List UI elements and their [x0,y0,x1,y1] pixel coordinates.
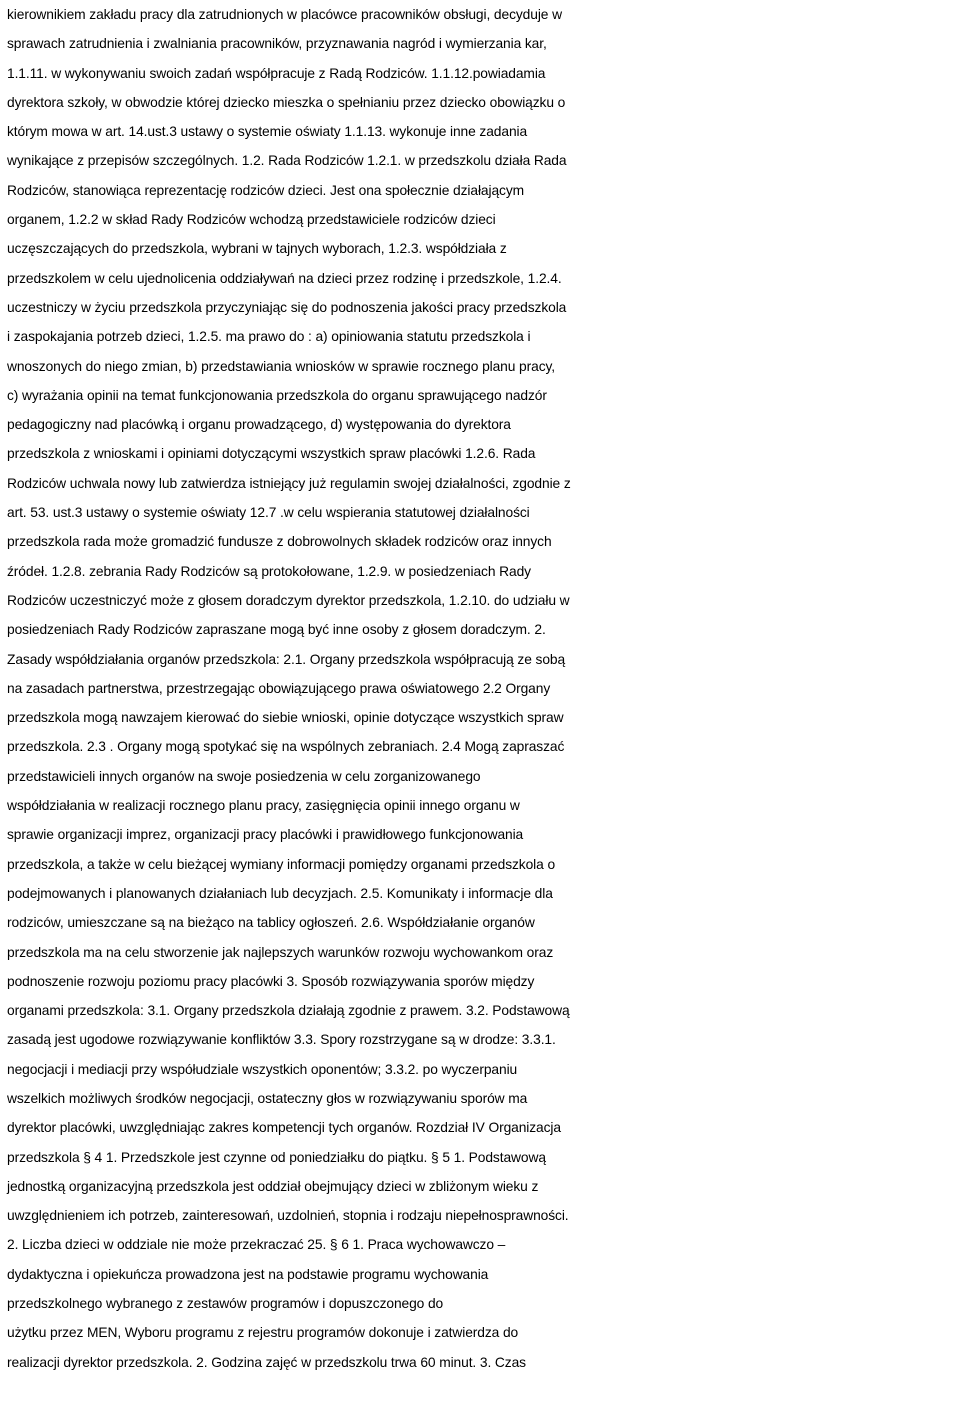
text-line: przedszkolem w celu ujednolicenia oddziaływań na dzieci przez rodzinę i przedszkole, 1.2.4. [7,270,562,286]
text-line: wynikające z przepisów szczególnych. 1.2. Rada Rodziców 1.2.1. w przedszkolu działa Rada [7,153,567,169]
text-line: Rodziców uchwala nowy lub zatwierdza istniejący już regulamin swojej działalności, zgodnie z [7,475,571,491]
text-line: 1.1.11. w wykonywaniu swoich zadań współpracuje z Radą Rodziców. 1.1.12.powiadamia [7,65,546,81]
text-line: c) wyrażania opinii na temat funkcjonowania przedszkola do organu sprawującego nadzór [7,387,547,403]
text-line: realizacji dyrektor przedszkola. 2. Godzina zajęć w przedszkolu trwa 60 minut. 3. Czas [7,1354,526,1370]
text-line: przedszkola § 4 1. Przedszkole jest czynne od poniedziałku do piątku. § 5 1. Podstawową [7,1149,546,1165]
text-line: dydaktyczna i opiekuńcza prowadzona jest na podstawie programu wychowania [7,1266,489,1282]
text-line: uczęszczających do przedszkola, wybrani w tajnych wyborach, 1.2.3. współdziała z [7,241,507,257]
text-line: 2. Liczba dzieci w oddziale nie może przekraczać 25. § 6 1. Praca wychowawczo – [7,1237,506,1253]
text-line: przedszkola rada może gromadzić fundusze z dobrowolnych składek rodziców oraz innych [7,534,552,550]
text-line: podnoszenie rozwoju poziomu pracy placówki 3. Sposób rozwiązywania sporów między [7,973,535,989]
document-page [7,0,957,1377]
text-line: użytku przez MEN, Wyboru programu z rejestru programów dokonuje i zatwierdza do [7,1325,519,1341]
text-line: wnoszonych do niego zmian, b) przedstawiania wniosków w sprawie rocznego planu pracy, [7,358,556,374]
text-line: przedszkola, a także w celu bieżącej wymiany informacji pomiędzy organami przedszkola o [7,856,556,872]
text-line: pedagogiczny nad placówką i organu prowadzącego, d) występowania do dyrektora [7,417,511,433]
text-line: którym mowa w art. 14.ust.3 ustawy o systemie oświaty 1.1.13. wykonuje inne zadania [7,124,528,140]
text-line: dyrektor placówki, uwzględniając zakres kompetencji tych organów. Rozdział IV Organizacja [7,1120,561,1136]
text-line: rodziców, umieszczane są na bieżąco na tablicy ogłoszeń. 2.6. Współdziałanie organów [7,915,535,931]
text-line: organami przedszkola: 3.1. Organy przedszkola działają zgodnie z prawem. 3.2. Podstawową [7,1003,570,1019]
text-line: przedstawicieli innych organów na swoje posiedzenia w celu zorganizowanego [7,768,481,784]
text-line: na zasadach partnerstwa, przestrzegając obowiązującego prawa oświatowego 2.2 Organy [7,680,551,696]
text-line: wszelkich możliwych środków negocjacji, ostateczny głos w rozwiązywaniu sporów ma [7,1090,528,1106]
text-line: kierownikiem zakładu pracy dla zatrudnionych w placówce pracowników obsługi, decyduje w [7,7,562,22]
text-line: Zasady współdziałania organów przedszkola: 2.1. Organy przedszkola współpracują ze sobą [7,651,566,667]
text-line: sprawach zatrudnienia i zwalniania pracowników, przyznawania nagród i wymierzania kar, [7,36,547,52]
text-line: jednostką organizacyjną przedszkola jest oddział obejmujący dzieci w zbliżonym wieku z [7,1178,539,1194]
text-line: negocjacji i mediacji przy współudziale wszystkich oponentów; 3.3.2. po wyczerpaniu [7,1061,518,1077]
text-line: podejmowanych i planowanych działaniach lub decyzjach. 2.5. Komunikaty i informacje dla [7,885,553,901]
text-line: przedszkola z wnioskami i opiniami dotyczącymi wszystkich spraw placówki 1.2.6. Rada [7,446,536,462]
text-line: organem, 1.2.2 w skład Rady Rodziców wchodzą przedstawiciele rodziców dzieci [7,212,496,228]
text-line: Rodziców uczestniczyć może z głosem doradczym dyrektor przedszkola, 1.2.10. do udziału w [7,592,570,608]
text-line: przedszkola mogą nawzajem kierować do siebie wnioski, opinie dotyczące wszystkich spraw [7,710,564,726]
text-line: przedszkola ma na celu stworzenie jak najlepszych warunków rozwoju wychowankom oraz [7,944,554,960]
text-line: przedszkolnego wybranego z zestawów programów i dopuszczonego do [7,1296,444,1312]
text-line: sprawie organizacji imprez, organizacji pracy placówki i prawidłowego funkcjonowania [7,827,524,843]
text-line: zasadą jest ugodowe rozwiązywanie konfliktów 3.3. Spory rozstrzygane są w drodze: 3.3.1. [7,1032,556,1048]
text-line: uwzględnieniem ich potrzeb, zainteresowań, uzdolnień, stopnia i rodzaju niepełnosprawności. [7,1208,569,1224]
text-line: i zaspokajania potrzeb dzieci, 1.2.5. ma prawo do : a) opiniowania statutu przedszkola i [7,329,531,345]
text-line: art. 53. ust.3 ustawy o systemie oświaty 12.7 .w celu wspierania statutowej działalności [7,505,530,521]
text-line: dyrektora szkoły, w obwodzie której dziecko mieszka o spełnianiu przez dziecko obowiązku o [7,94,566,110]
text-line: źródeł. 1.2.8. zebrania Rady Rodziców są protokołowane, 1.2.9. w posiedzeniach Rady [7,563,531,579]
text-line: Rodziców, stanowiąca reprezentację rodziców dzieci. Jest ona społecznie działającym [7,182,525,198]
text-line: posiedzeniach Rady Rodziców zapraszane mogą być inne osoby z głosem doradczym. 2. [7,622,546,638]
text-line: przedszkola. 2.3 . Organy mogą spotykać się na wspólnych zebraniach. 2.4 Mogą zapraszać [7,739,565,755]
text-line: uczestniczy w życiu przedszkola przyczyniając się do podnoszenia jakości pracy przedszkola [7,299,567,315]
text-line: współdziałania w realizacji rocznego planu pracy, zasięgnięcia opinii innego organu w [7,798,520,814]
